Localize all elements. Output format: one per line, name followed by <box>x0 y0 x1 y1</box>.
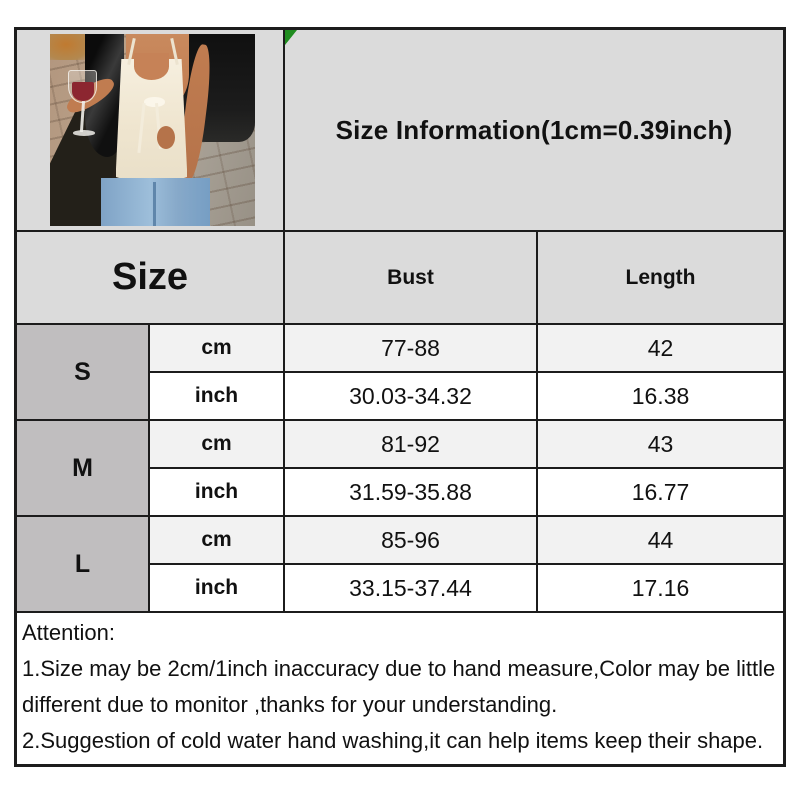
unit-label-cm: cm <box>150 517 283 563</box>
unit-label-cm: cm <box>150 421 283 467</box>
value-l-inch-length: 17.16 <box>538 565 783 611</box>
attention-line: 2.Suggestion of cold water hand washing,it can help items keep their shape. <box>22 728 764 753</box>
column-header-size: Size <box>17 232 283 323</box>
red-wine <box>72 82 95 101</box>
column-header-bust: Bust <box>285 232 536 323</box>
attention-heading: Attention: <box>22 620 115 645</box>
jeans-seam <box>153 182 156 226</box>
value-l-cm-bust: 85-96 <box>285 517 536 563</box>
wine-glass-base <box>73 130 96 136</box>
unit-label-inch: inch <box>150 469 283 515</box>
cami-waist-gap <box>157 126 175 149</box>
unit-label-inch: inch <box>150 373 283 419</box>
value-s-inch-length: 16.38 <box>538 373 783 419</box>
size-label-s: S <box>17 325 148 419</box>
value-m-cm-length: 43 <box>538 421 783 467</box>
value-m-cm-bust: 81-92 <box>285 421 536 467</box>
attention-note <box>17 613 783 764</box>
size-label-l: L <box>17 517 148 611</box>
column-header-length: Length <box>538 232 783 323</box>
size-information-title-cell <box>285 30 783 230</box>
product-photo-cell <box>17 30 283 230</box>
green-corner-flag-icon <box>285 30 297 45</box>
value-m-inch-length: 16.77 <box>538 469 783 515</box>
size-chart-sheet <box>14 27 786 767</box>
value-m-inch-bust: 31.59-35.88 <box>285 469 536 515</box>
unit-label-inch: inch <box>150 565 283 611</box>
blue-jeans <box>101 178 210 226</box>
product-photo <box>50 34 255 226</box>
size-label-m: M <box>17 421 148 515</box>
size-information-title: Size Information(1cm=0.39inch) <box>335 114 733 145</box>
unit-label-cm: cm <box>150 325 283 371</box>
value-l-inch-bust: 33.15-37.44 <box>285 565 536 611</box>
value-s-cm-bust: 77-88 <box>285 325 536 371</box>
attention-line: 1.Size may be 2cm/1inch inaccuracy due to hand measure,Color may be little <box>22 656 776 681</box>
value-s-cm-length: 42 <box>538 325 783 371</box>
value-l-cm-length: 44 <box>538 517 783 563</box>
attention-line: different due to monitor ,thanks for your understanding. <box>22 692 558 717</box>
cami-neckline <box>134 53 169 80</box>
value-s-inch-bust: 30.03-34.32 <box>285 373 536 419</box>
